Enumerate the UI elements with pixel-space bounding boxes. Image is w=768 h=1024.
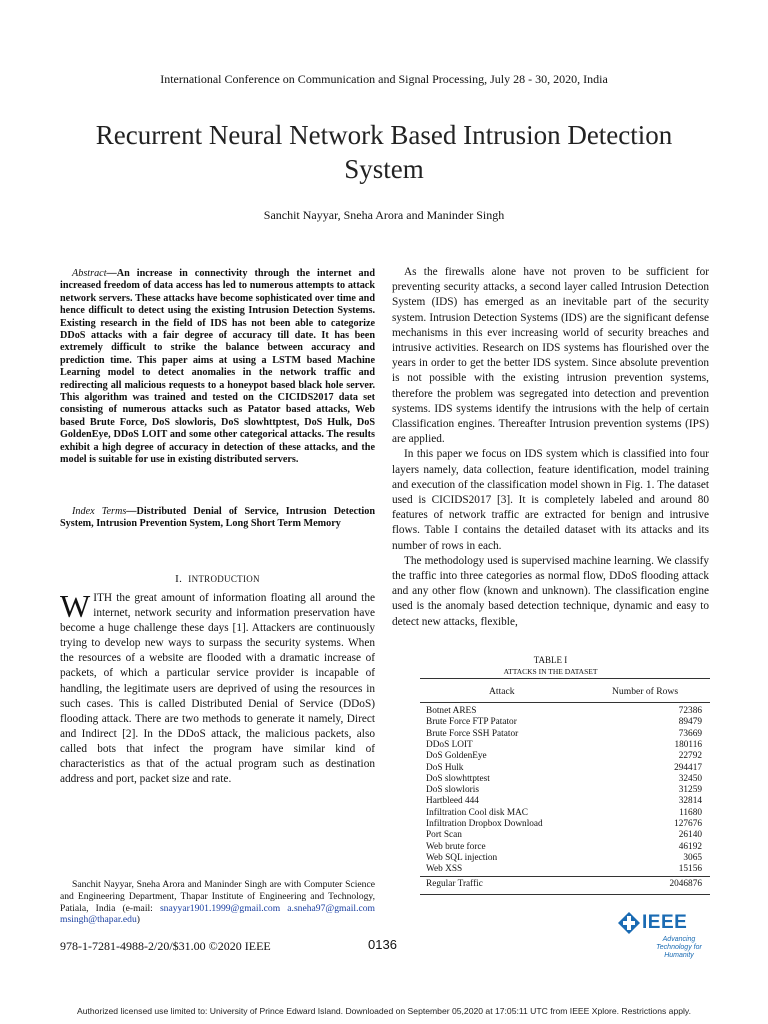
right-column-text (392, 265, 709, 630)
table-header-attack: Attack (489, 686, 515, 697)
table-row: Web brute force 46192 (426, 841, 702, 852)
table-row: Infiltration Dropbox Download 127676 (426, 819, 702, 829)
isbn-line: 978-1-7281-4988-2/20/$31.00 ©2020 IEEE (60, 939, 271, 953)
table-row: Web XSS 15156 (426, 864, 702, 875)
table-row: DoS Hulk 294417 (426, 762, 702, 773)
drop-cap: W (60, 588, 91, 624)
table-row: DoS slowhttptest 32450 (426, 773, 702, 784)
intro-paragraph (60, 588, 375, 787)
table-row: Botnet ARES 72386 (426, 706, 702, 716)
table-row: Infiltration Cool disk MAC 11680 (426, 807, 702, 818)
abstract (60, 268, 375, 467)
page-number: 0136 (368, 937, 397, 952)
section-title: INTRODUCTION (188, 574, 260, 584)
section-heading (60, 573, 375, 585)
author-footnote (60, 879, 375, 926)
index-terms-label: Index Terms (72, 506, 127, 517)
table-mid-rule (420, 876, 710, 877)
index-terms (60, 506, 375, 531)
paper-title: Recurrent Neural Network Based Intrusion Detection System (95, 120, 673, 184)
email-link-1[interactable]: snayyar1901.1999@gmail.com (159, 902, 281, 914)
authorized-use-notice: Authorized licensed use limited to: University of Prince Edward Island. Downloaded on September 05,2020 at 17:05:11 UTC from IEEE Xplore. Restrictions apply. (77, 1006, 691, 1016)
table-row: DoS slowloris 31259 (426, 785, 702, 796)
table-row: DDoS LOIT 180116 (426, 739, 702, 750)
table-top-rule (420, 678, 710, 679)
table-header-rule (420, 702, 710, 703)
email-link-2[interactable]: a.sneha97@gmail.com (287, 902, 375, 914)
abstract-label: Abstract (72, 268, 107, 279)
table-row: Port Scan 26140 (426, 830, 702, 841)
table-row: Web SQL injection 3065 (426, 852, 702, 863)
ieee-diamond-icon (618, 912, 640, 934)
paragraph-1: As the firewalls alone have not proven to be sufficient for preventing security attacks, a second layer called Intrusion Detection System (IDS) has emerged as an inevitable part of the security system. Intrusion Detection Systems (IDS) are the significant defense mechanisms in this ever increasing world of security breaches and intrusive activities. Research on IDS systems has flourished over the years in order to get the better IDS system. Since absolute prevention is not possible with the existing intrusion prevention systems, therefore the problem was segregated into detection and prevention systems. IDS systems identify the intrusions with the help of certain Classification engines. Thereafter Intrusion prevention systems (IPS) are applied. (392, 266, 709, 446)
paragraph-3: The methodology used is supervised machine learning. We classify the traffic into three categories as normal flow, DDoS flooding attack and any other flow (known and unknown). The classification engine used is the anomaly based detection technique, dynamic and easy to detect new attacks, flexible, (392, 554, 709, 628)
table-bottom-rule (420, 894, 710, 895)
email-link-3[interactable]: msingh@thapar.edu (60, 914, 137, 926)
section-number: I. (175, 573, 183, 585)
table-number: TABLE I (533, 655, 568, 665)
conference-header: International Conference on Communication and Signal Processing, July 28 - 30, 2020, India (160, 72, 608, 86)
paper-authors: Sanchit Nayyar, Sneha Arora and Maninder Singh (263, 208, 505, 222)
table-header-rows: Number of Rows (612, 686, 679, 697)
ieee-tagline: Advancing Technology for Humanity (656, 936, 702, 959)
table-caption (392, 666, 709, 676)
footnote-text: Sanchit Nayyar, Sneha Arora and Maninder Singh are with Computer Science and Engineering Department, Thapar Institute of Engineering and Technology, Patiala, India (e-mail: (60, 879, 375, 914)
table-caption-text: ATTACKS IN THE DATASET (503, 667, 598, 676)
table-row: Brute Force FTP Patator 89479 (426, 717, 702, 728)
index-terms-text: —Distributed Denial of Service, Intrusion Detection System, Intrusion Prevention System, Long Short Term Memory (60, 506, 375, 530)
abstract-text: —An increase in connectivity through the internet and increased freedom of data access has led to numerous attempts to attack network servers. These attacks have become sophisticated over time and hence difficult to detect using the existing Intrusion Detection Systems. Existing research in the field of IDS has not been able to categorize DDoS attacks with a fair degree of accuracy till date. It has been extremely difficult to strike the balance between accuracy and prediction time. This paper aims at using a LSTM based Machine Learning model to detect anomalies in the network traffic and redirecting all malicious requests to a honeypot based black hole server. This algorithm was trained and tested on the CICIDS2017 data set consisting of numerous attacks such as Patator based attacks, Web based Brute Force, DoS slowloris, DoS slowhttptest, DoS Hulk, DoS GoldenEye, DDoS LOIT and some other categorical attacks. The results exhibit a high degree of accuracy in detection of these attacks, and the model is suitable for use in existing distributed servers. (60, 268, 375, 466)
table-row-total: Regular Traffic 2046876 (426, 879, 702, 889)
footnote-close: ) (136, 914, 140, 926)
table-row: Hartbleed 444 32814 (426, 796, 702, 807)
table-row: DoS GoldenEye 22792 (426, 751, 702, 762)
ieee-wordmark: IEEE (642, 912, 688, 933)
ieee-logo (618, 912, 714, 958)
intro-text: ITH the great amount of information floating all around the internet, network security and information preservation have become a huge challenge these days [1]. Attackers are continuously trying to develop new ways to surpass the security systems. When the resources of a website are flooded with a dramatic increase of packets, of which a particular service provider is incapable of handling, the legitimate users are deprived of using the resources in such cases. This is called Distributed Denial of Service (DDoS) flooding attack. There are two methods to generate it namely, Direct and Indirect [2]. In the DDoS attack, the malicious packets, also called bots that infect the program have similar kind of characteristics as that of the actual program such as destination address and port, packet size and rate. (60, 592, 375, 786)
table-row: Brute Force SSH Patator 73669 (426, 728, 702, 739)
paragraph-2: In this paper we focus on IDS system which is classified into four layers namely, data collection, feature identification, model training and execution of the classification model shown in Fig. 1. The dataset used is CICIDS2017 [3]. It is completely labeled and around 80 features of network traffic are extracted for benign and intrusive flows. Table I contains the detailed dataset with its attacks and its number of rows in each. (392, 448, 709, 552)
